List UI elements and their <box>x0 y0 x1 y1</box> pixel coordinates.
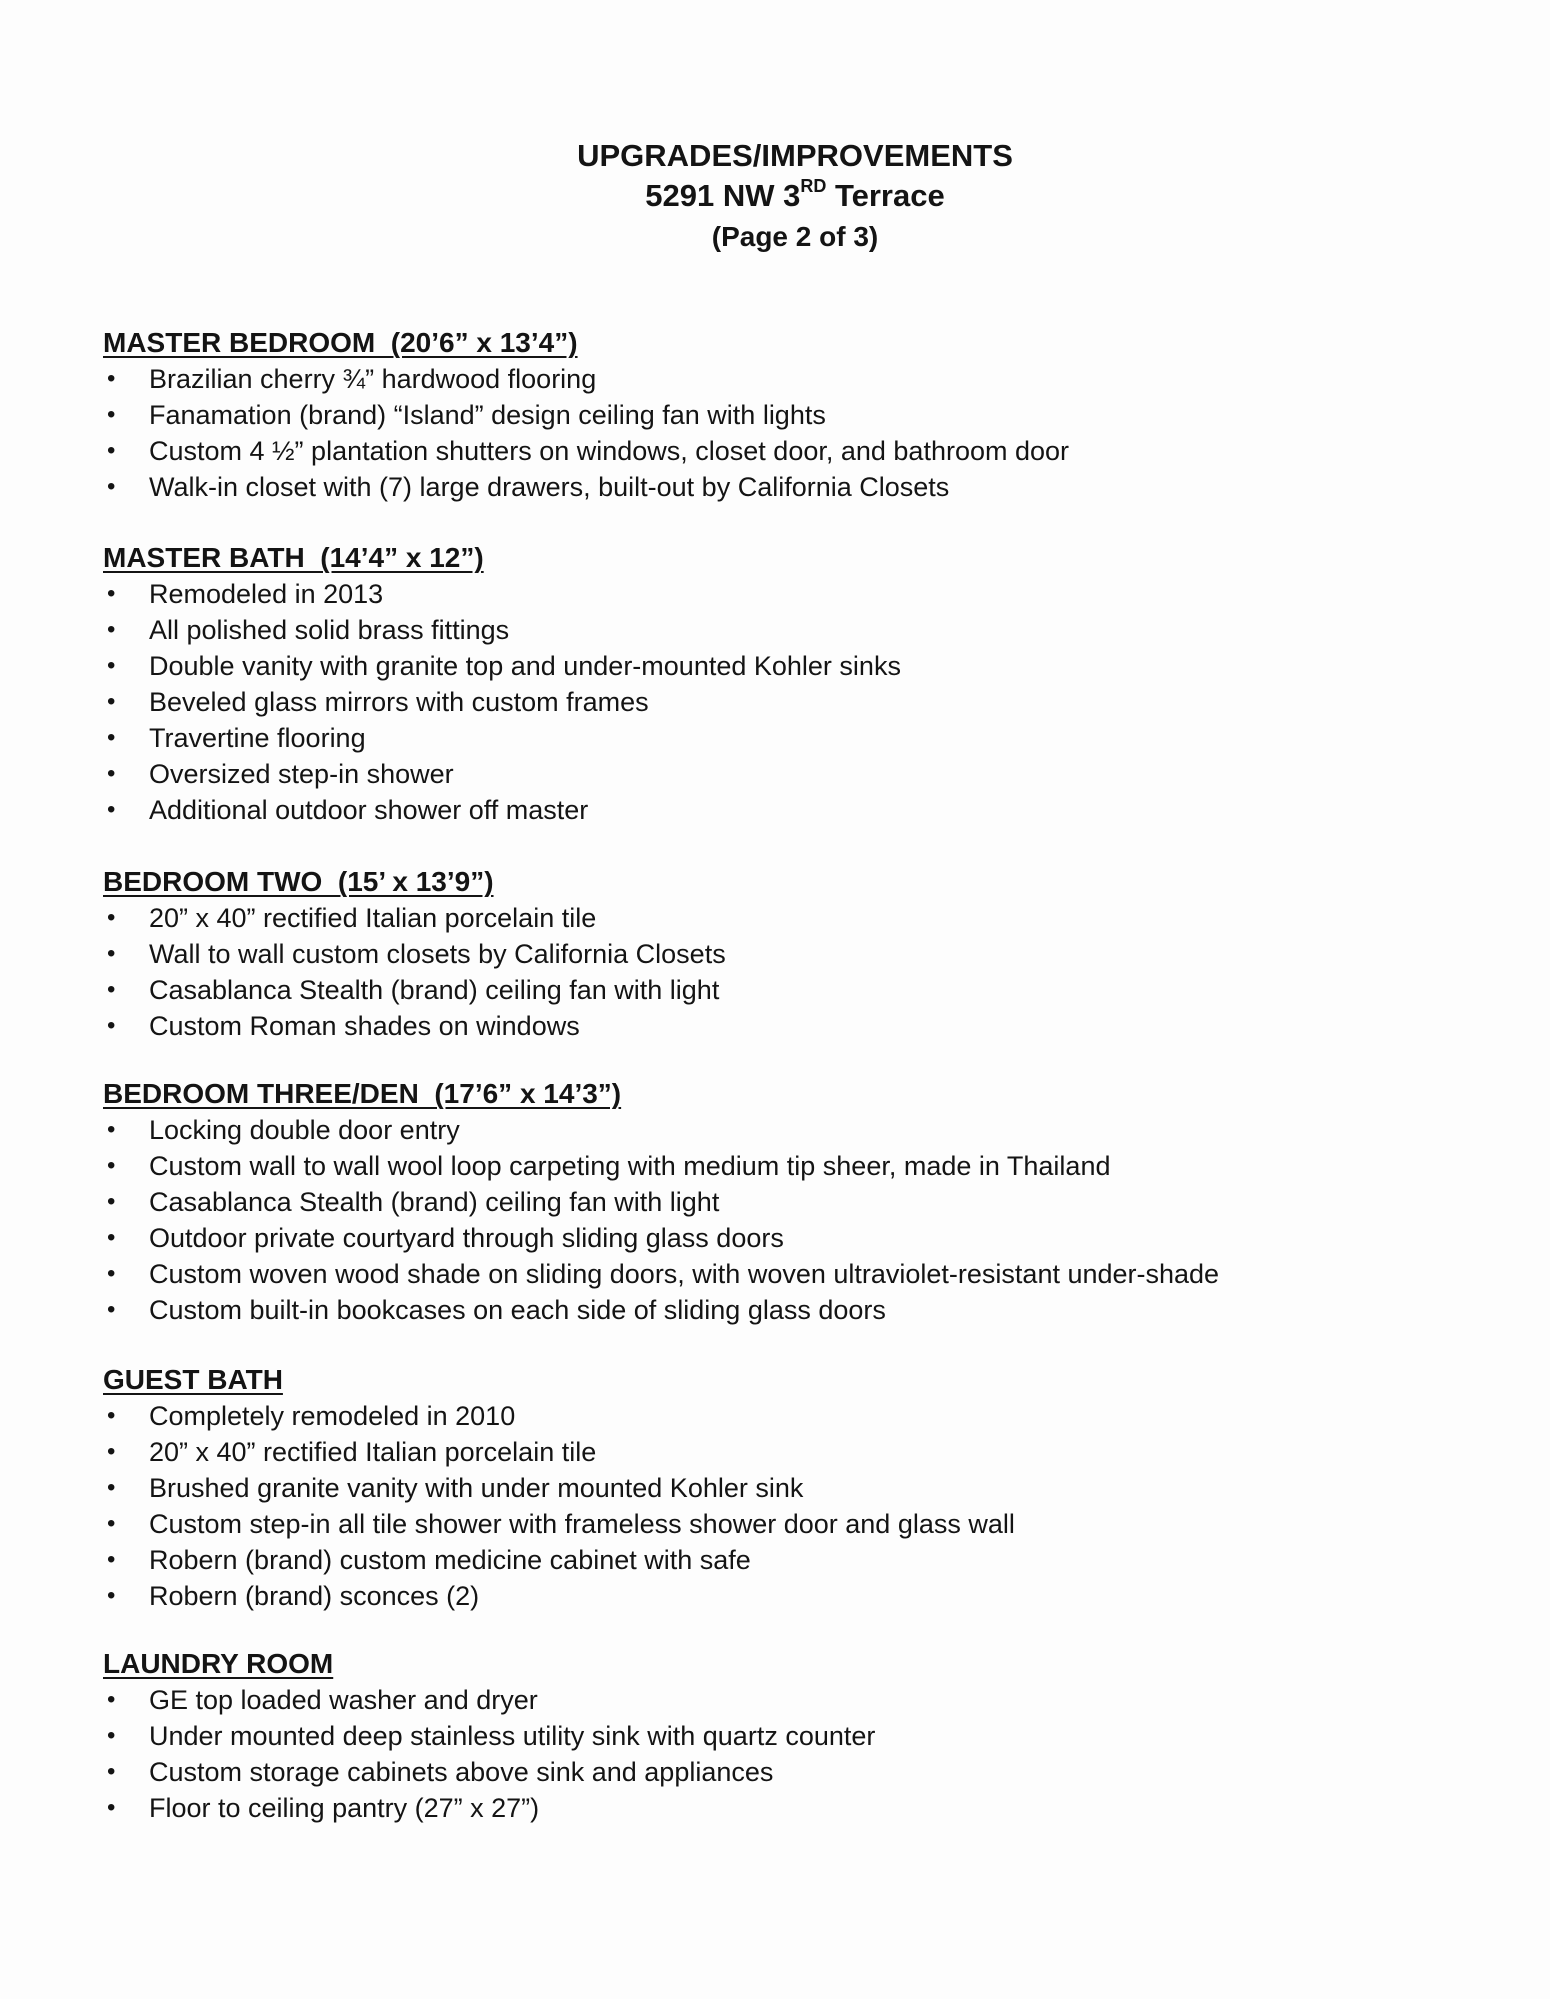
list-item: • Custom built-in bookcases on each side of sliding glass doors <box>103 1292 1443 1328</box>
list-item: • Completely remodeled in 2010 <box>103 1398 1443 1434</box>
bullet-list <box>103 1398 1443 1614</box>
bullet-list <box>103 576 1443 828</box>
list-item: • Outdoor private courtyard through sliding glass doors <box>103 1220 1443 1256</box>
list-item: • All polished solid brass fittings <box>103 612 1443 648</box>
document-title: UPGRADES/IMPROVEMENTS <box>577 138 1013 173</box>
list-item: • Custom wall to wall wool loop carpeting with medium tip sheer, made in Thailand <box>103 1148 1443 1184</box>
list-item: • Beveled glass mirrors with custom frames <box>103 684 1443 720</box>
list-item: • Under mounted deep stainless utility sink with quartz counter <box>103 1718 1443 1754</box>
section-heading: BEDROOM TWO (15’ x 13’9”) <box>103 866 494 897</box>
list-item: • Brushed granite vanity with under mounted Kohler sink <box>103 1470 1443 1506</box>
list-item: • Casablanca Stealth (brand) ceiling fan with light <box>103 972 1443 1008</box>
section-2 <box>103 864 1443 1044</box>
section-0 <box>103 325 1443 505</box>
section-heading: GUEST BATH <box>103 1364 283 1395</box>
list-item: • Additional outdoor shower off master <box>103 792 1443 828</box>
list-item: • Oversized step-in shower <box>103 756 1443 792</box>
section-heading: MASTER BEDROOM (20’6” x 13’4”) <box>103 327 578 358</box>
address-street: Terrace <box>826 178 945 213</box>
section-heading: MASTER BATH (14’4” x 12”) <box>103 542 484 573</box>
address-ordinal-suffix: RD <box>800 176 827 196</box>
list-item: • GE top loaded washer and dryer <box>103 1682 1443 1718</box>
list-item: • Double vanity with granite top and under-mounted Kohler sinks <box>103 648 1443 684</box>
list-item: • Remodeled in 2013 <box>103 576 1443 612</box>
list-item: • Custom step-in all tile shower with frameless shower door and glass wall <box>103 1506 1443 1542</box>
list-item: • Fanamation (brand) “Island” design ceiling fan with lights <box>103 397 1443 433</box>
list-item: • Robern (brand) sconces (2) <box>103 1578 1443 1614</box>
bullet-list <box>103 1112 1443 1328</box>
list-item: • Custom Roman shades on windows <box>103 1008 1443 1044</box>
section-1 <box>103 540 1443 828</box>
section-4 <box>103 1362 1443 1614</box>
list-item: • 20” x 40” rectified Italian porcelain tile <box>103 1434 1443 1470</box>
bullet-list <box>103 900 1443 1044</box>
page-indicator: (Page 2 of 3) <box>711 221 879 252</box>
section-5 <box>103 1646 1443 1826</box>
list-item: • Custom 4 ½” plantation shutters on windows, closet door, and bathroom door <box>103 433 1443 469</box>
section-heading: BEDROOM THREE/DEN (17’6” x 14’3”) <box>103 1078 622 1109</box>
list-item: • Robern (brand) custom medicine cabinet with safe <box>103 1542 1443 1578</box>
section-3 <box>103 1076 1443 1328</box>
list-item: • Brazilian cherry ¾” hardwood flooring <box>103 361 1443 397</box>
list-item: • Casablanca Stealth (brand) ceiling fan with light <box>103 1184 1443 1220</box>
section-heading: LAUNDRY ROOM <box>103 1648 334 1679</box>
list-item: • Custom woven wood shade on sliding doors, with woven ultraviolet-resistant under-shade <box>103 1256 1443 1292</box>
address-number: 5291 NW 3 <box>645 178 801 213</box>
list-item: • Wall to wall custom closets by California Closets <box>103 936 1443 972</box>
property-address <box>20 178 1550 214</box>
bullet-list <box>103 361 1443 505</box>
list-item: • Walk-in closet with (7) large drawers, built-out by California Closets <box>103 469 1443 505</box>
list-item: • 20” x 40” rectified Italian porcelain tile <box>103 900 1443 936</box>
list-item: • Custom storage cabinets above sink and appliances <box>103 1754 1443 1790</box>
list-item: • Travertine flooring <box>103 720 1443 756</box>
list-item: • Floor to ceiling pantry (27” x 27”) <box>103 1790 1443 1826</box>
list-item: • Locking double door entry <box>103 1112 1443 1148</box>
bullet-list <box>103 1682 1443 1826</box>
